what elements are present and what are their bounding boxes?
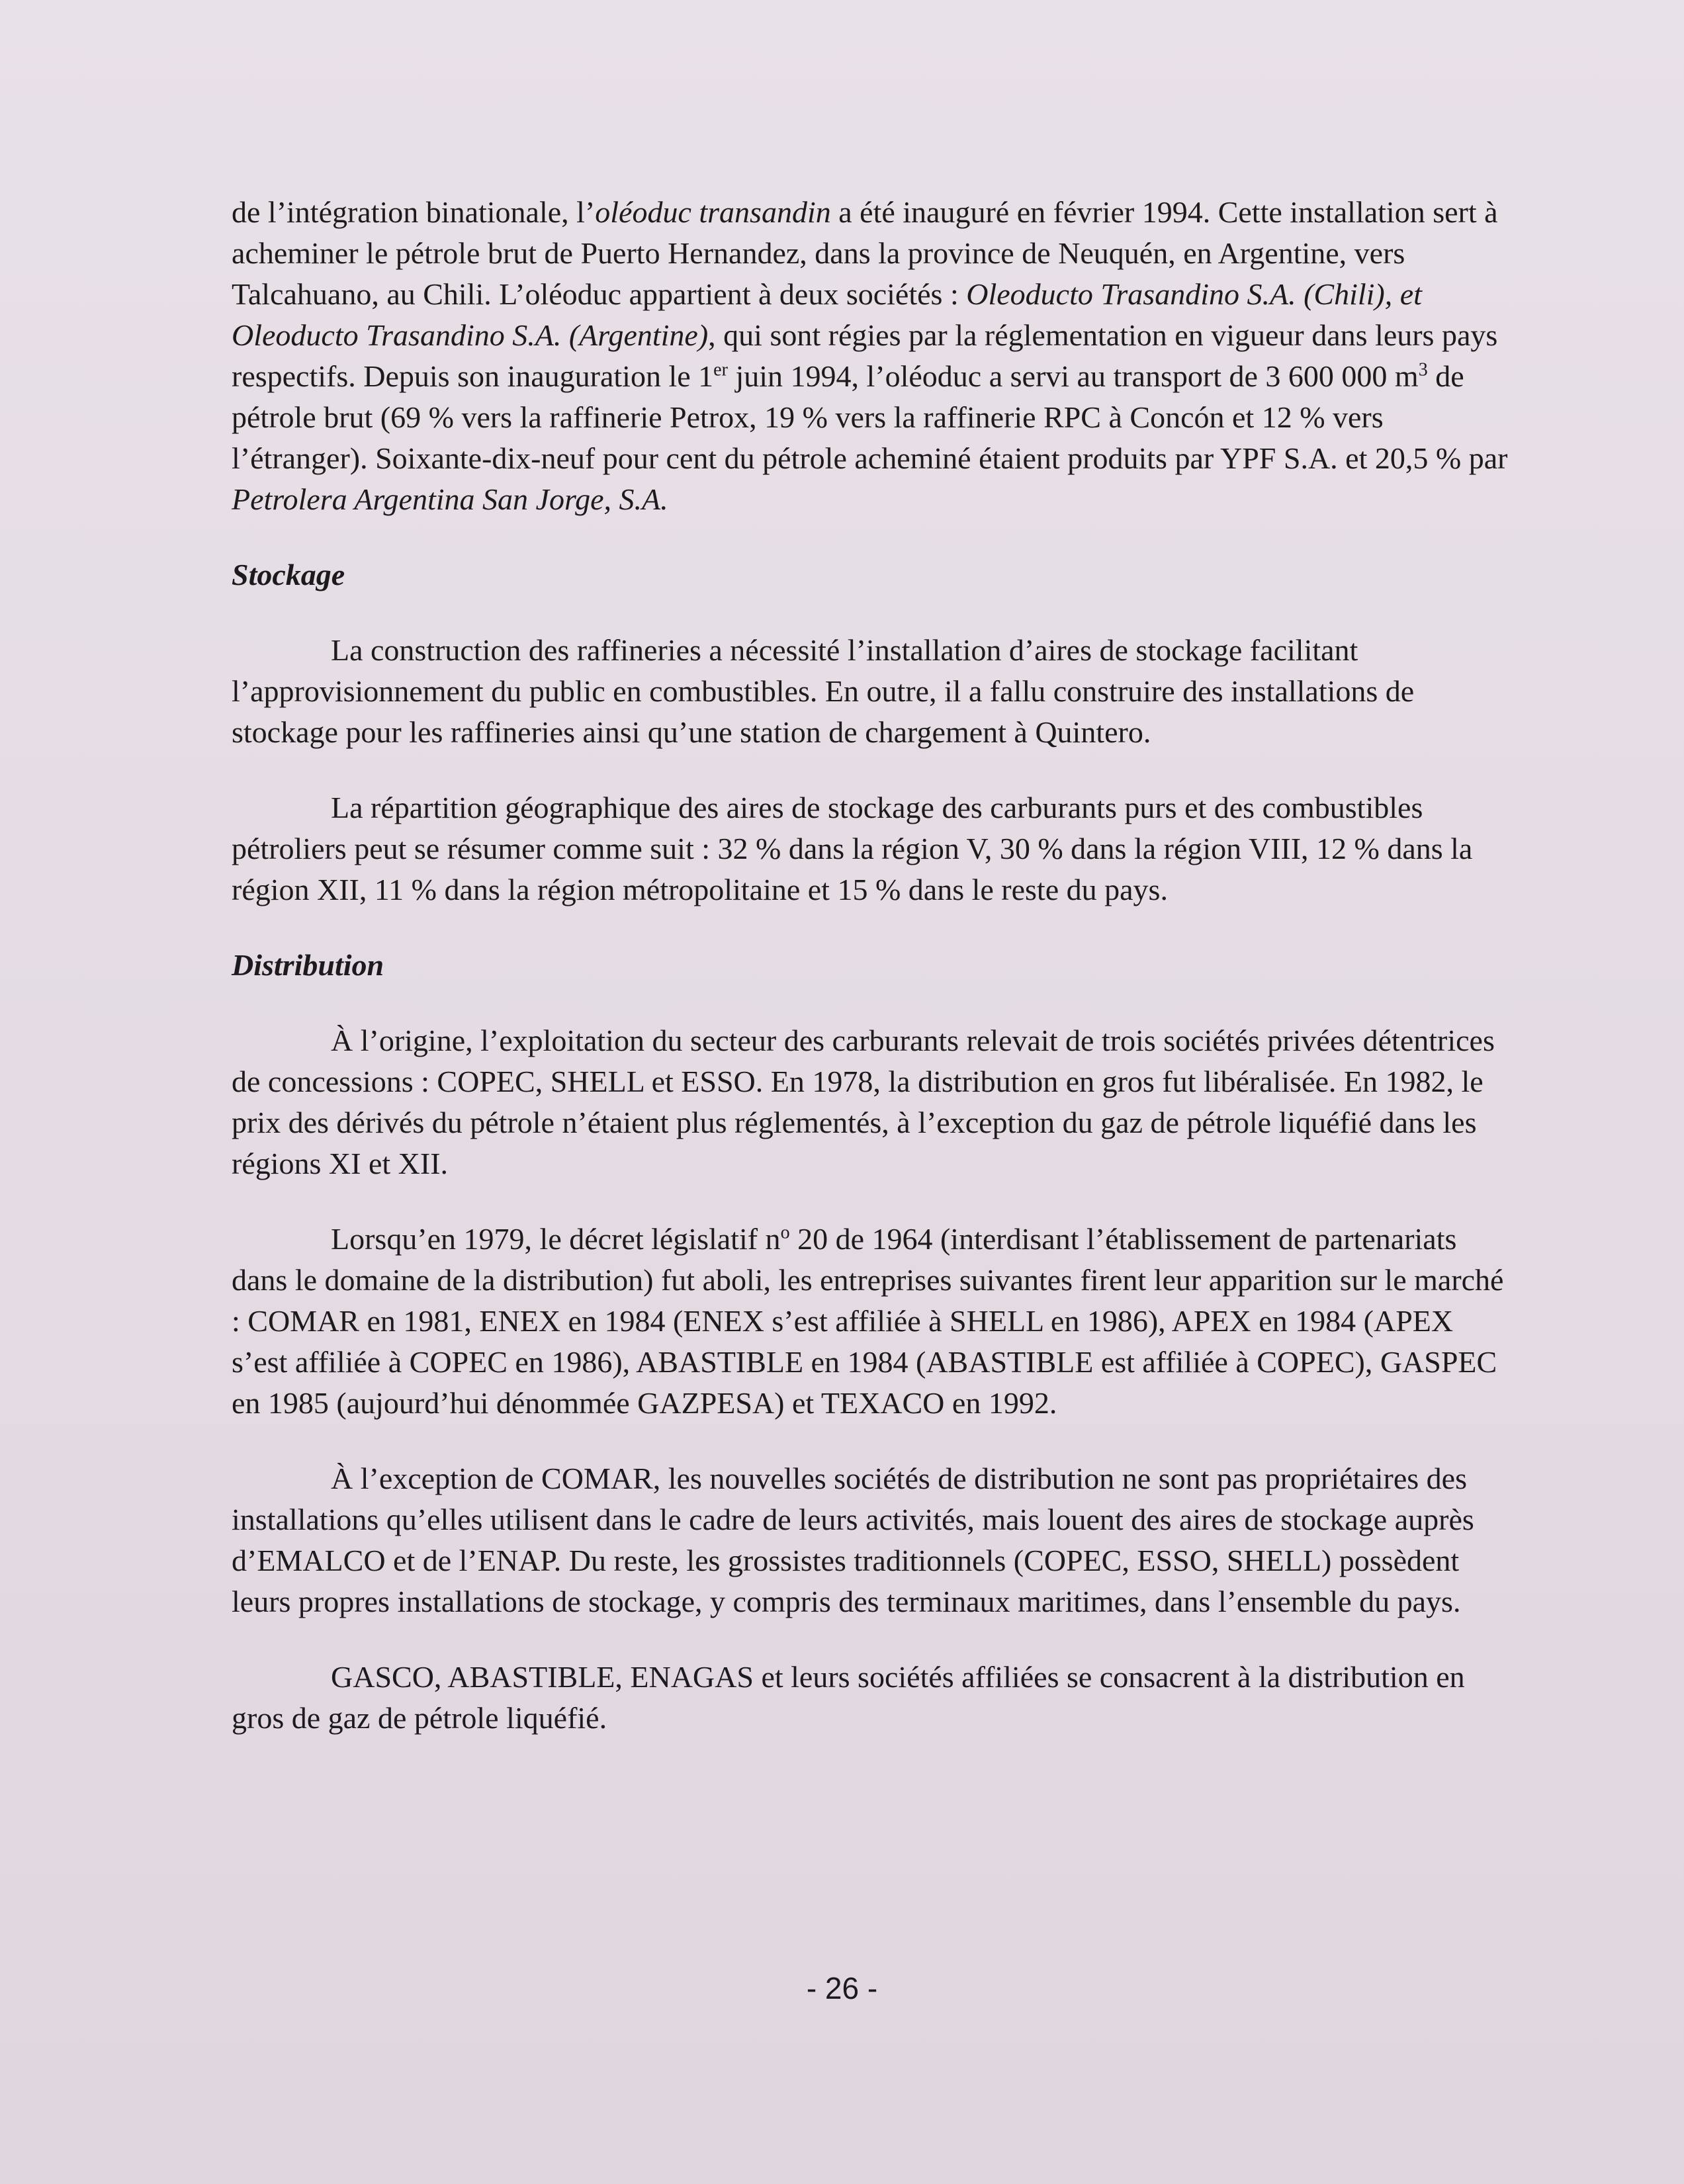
text-run: de pétrole brut (69 % vers la raffinerie Petrox, 19 % vers la raffinerie RPC à Concón et 12 % vers l’étranger). Soixante-dix-neuf pour cent du pétrole acheminé étaient produits par YPF S.A. et 20,5 % par [232, 359, 1508, 475]
italic-term: Oleoducto Trasandino S.A. (Chili), et Oleoducto Trasandino S.A. (Argentine) [232, 277, 1422, 352]
text-run: , qui sont régies par la réglementation en vigueur dans leurs pays respectifs. Depuis son inauguration le 1 [232, 318, 1498, 393]
distribution-paragraph-1: À l’origine, l’exploitation du secteur des carburants relevait de trois sociétés privées détentrices de concessions : COPEC, SHELL et ESSO. En 1978, la distribution en gros fut libéralisée. En 1982, le prix des dérivés du pétrole n’étaient plus réglementés, à l’exception du gaz de pétrole liquéfié dans les régions XI et XII. [232, 1024, 1495, 1180]
stockage-paragraph-2: La répartition géographique des aires de stockage des carburants purs et des combustibles pétroliers peut se résumer comme suit : 32 % dans la région V, 30 % dans la région VIII, 12 % dans la région XII, 11 % dans la région métropolitaine et 15 % dans le reste du pays. [232, 791, 1473, 906]
text-run: juin 1994, l’oléoduc a servi au transport de 3 600 000 m [727, 359, 1419, 393]
text-run: a été inauguré en février 1994. Cette installation sert à acheminer le pétrole brut de Puerto Hernandez, dans la province de Neuquén, en Argentine, vers Talcahuano, au Chili. L’oléoduc appartient à deux sociétés : [232, 195, 1498, 311]
distribution-paragraph-4: GASCO, ABASTIBLE, ENAGAS et leurs sociétés affiliées se consacrent à la distribution en gros de gaz de pétrole liquéfié. [232, 1660, 1465, 1735]
distribution-paragraph-2 [232, 1219, 1509, 1424]
text-run: de l’intégration binationale, l’ [232, 195, 596, 229]
superscript: er [713, 359, 728, 380]
section-heading-stockage: Stockage [232, 558, 345, 591]
body-text [232, 192, 1509, 1773]
text-run: 20 de 1964 (interdisant l’établissement de partenariats dans le domaine de la distribution) fut aboli, les entreprises suivantes firent leur apparition sur le marché : COMAR en 1981, ENEX en 1984 (ENEX s’est affiliée à SHELL en 1986), APEX en 1984 (APEX s’est affiliée à COPEC en 1986), ABASTIBLE en 1984 (ABASTIBLE est affiliée à COPEC), GASPEC en 1985 (aujourd’hui dénommée GAZPESA) et TEXACO en 1992. [232, 1222, 1504, 1420]
superscript: o [780, 1222, 790, 1243]
distribution-paragraph-3: À l’exception de COMAR, les nouvelles sociétés de distribution ne sont pas propriétaires des installations qu’elles utilisent dans le cadre de leurs activités, mais louent des aires de stockage auprès d’EMALCO et de l’ENAP. Du reste, les grossistes traditionnels (COPEC, ESSO, SHELL) possèdent leurs propres installations de stockage, y compris des terminaux maritimes, dans l’ensemble du pays. [232, 1462, 1474, 1618]
italic-term: Petrolera Argentina San Jorge, S.A. [232, 482, 668, 516]
text-run: Lorsqu’en 1979, le décret législatif n [331, 1222, 781, 1256]
section-heading-distribution: Distribution [232, 948, 384, 982]
intro-paragraph [232, 192, 1509, 520]
italic-term: oléoduc transandin [595, 195, 831, 229]
stockage-paragraph-1: La construction des raffineries a nécessité l’installation d’aires de stockage facilitant l’approvisionnement du public en combustibles. En outre, il a fallu construire des installations de stockage pour les raffineries ainsi qu’une station de chargement à Quintero. [232, 633, 1415, 749]
page-number: - 26 - [806, 1971, 878, 2005]
superscript: 3 [1418, 359, 1428, 380]
